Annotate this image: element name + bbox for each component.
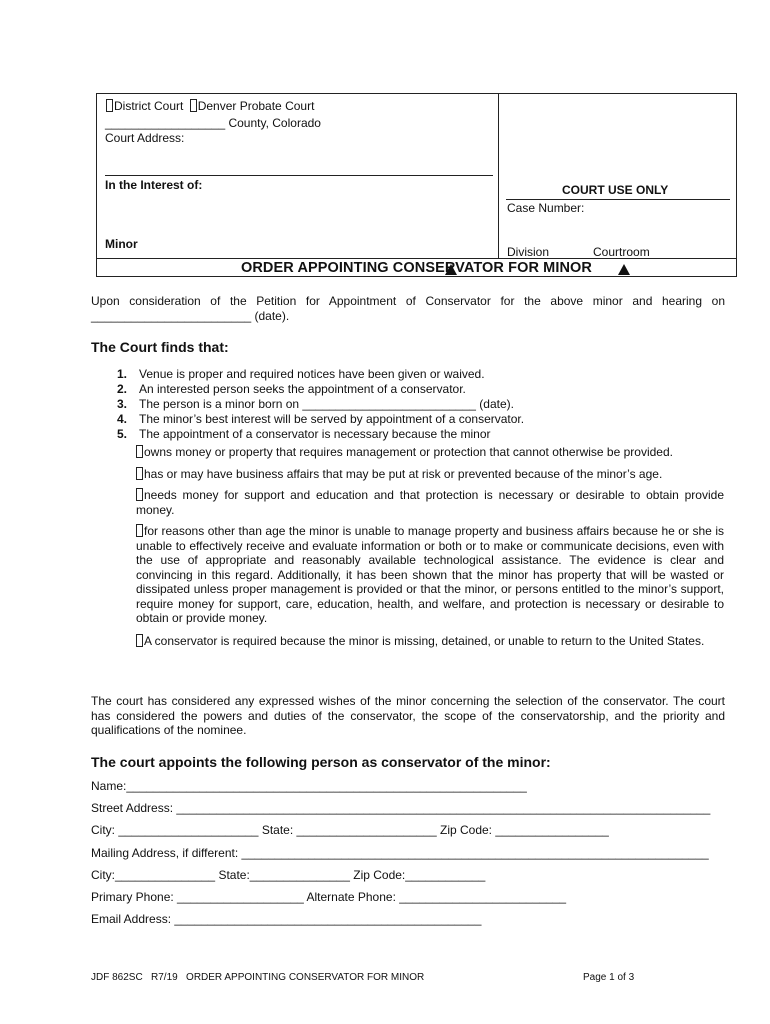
finding-option: A conservator is required because the minor is missing, detained, or unable to return to the United States.	[136, 634, 724, 649]
county-field[interactable]: __________________ County, Colorado	[105, 116, 321, 130]
court-use-only-label: COURT USE ONLY	[562, 183, 669, 197]
finding-item: 3. The person is a minor born on __________________________ (date).	[117, 397, 514, 411]
page-number: Page 1 of 3	[583, 972, 635, 983]
email-field[interactable]: Email Address: ______________________________________________	[91, 912, 482, 926]
triangle-marker-icon	[618, 264, 630, 275]
district-court-checkbox[interactable]	[106, 99, 113, 112]
intro-paragraph: Upon consideration of the Petition for Appointment of Conservator for the above minor and hearing on ________________________ (date).	[91, 294, 725, 323]
option-checkbox[interactable]	[136, 467, 143, 480]
street-address-field[interactable]: Street Address: ________________________________________________________________________________	[91, 801, 711, 815]
option-checkbox[interactable]	[136, 634, 143, 647]
findings-heading: The Court finds that:	[91, 339, 229, 355]
name-field[interactable]: Name:____________________________________________________________	[91, 779, 527, 793]
courtroom-label: Courtroom	[593, 245, 650, 259]
caption-vertical-divider	[498, 93, 499, 258]
court-address-label: Court Address:	[105, 131, 185, 145]
interest-of-label: In the Interest of:	[105, 178, 203, 192]
considered-paragraph: The court has considered any expressed wishes of the minor concerning the selection of the conservator. The court has considered the powers and duties of the conservator, the scope of the conservatorship, and the priority and qualifications of the nominee.	[91, 694, 725, 737]
finding-option: owns money or property that requires management or protection that cannot otherwise be provided.	[136, 445, 724, 460]
finding-item: 1. Venue is proper and required notices have been given or waived.	[117, 367, 485, 381]
finding-option: needs money for support and education and that protection is necessary or desirable to obtain provide money.	[136, 488, 724, 517]
appointment-heading: The court appoints the following person as conservator of the minor:	[91, 754, 551, 770]
mailing-city-state-zip-field[interactable]: City:_______________ State:_______________ Zip Code:____________	[91, 868, 486, 882]
option-checkbox[interactable]	[136, 524, 143, 537]
court-type-selector	[106, 99, 314, 113]
document-title: ORDER APPOINTING CONSERVATOR FOR MINOR	[240, 260, 592, 276]
court-address-line[interactable]	[105, 175, 493, 176]
option-checkbox[interactable]	[136, 445, 143, 458]
form-id-footer: JDF 862SC R7/19 ORDER APPOINTING CONSERVATOR FOR MINOR	[91, 972, 425, 983]
option-checkbox[interactable]	[136, 488, 143, 501]
finding-option: has or may have business affairs that may be put at risk or prevented because of the minor’s age.	[136, 467, 724, 482]
triangle-marker-icon	[445, 264, 457, 275]
minor-label: Minor	[105, 237, 138, 251]
finding-item: 4. The minor’s best interest will be served by appointment of a conservator.	[117, 412, 525, 426]
finding-option: for reasons other than age the minor is unable to manage property and business affairs because he or she is unable to effectively receive and evaluate information or both or to make or communicate decisions, even with the use of appropriate and reasonably available technological assistance. The evidence is clear and convincing in this regard. Additionally, it has been shown that the minor has property that will be wasted or dissipated unless proper management is provided or that the minor, or persons entitled to the minor’s support, require money for support, care, education, health, and welfare, and protection is necessary or desirable to obtain or provide money.	[136, 524, 724, 625]
probate-court-checkbox[interactable]	[190, 99, 197, 112]
finding-item: 2. An interested person seeks the appointment of a conservator.	[117, 382, 466, 396]
district-court-label: District Court	[114, 99, 184, 113]
division-label: Division	[507, 245, 550, 259]
probate-court-label: Denver Probate Court	[197, 99, 315, 113]
mailing-address-field[interactable]: Mailing Address, if different: ______________________________________________________________________	[91, 846, 709, 860]
case-number-label: Case Number:	[507, 201, 585, 215]
court-use-only-rule	[506, 199, 730, 200]
phone-fields[interactable]: Primary Phone: ___________________ Alternate Phone: _________________________	[91, 890, 567, 904]
city-state-zip-field[interactable]: City: _____________________ State: _____________________ Zip Code: _________________	[91, 823, 609, 837]
finding-item: 5. The appointment of a conservator is necessary because the minor	[117, 427, 491, 441]
